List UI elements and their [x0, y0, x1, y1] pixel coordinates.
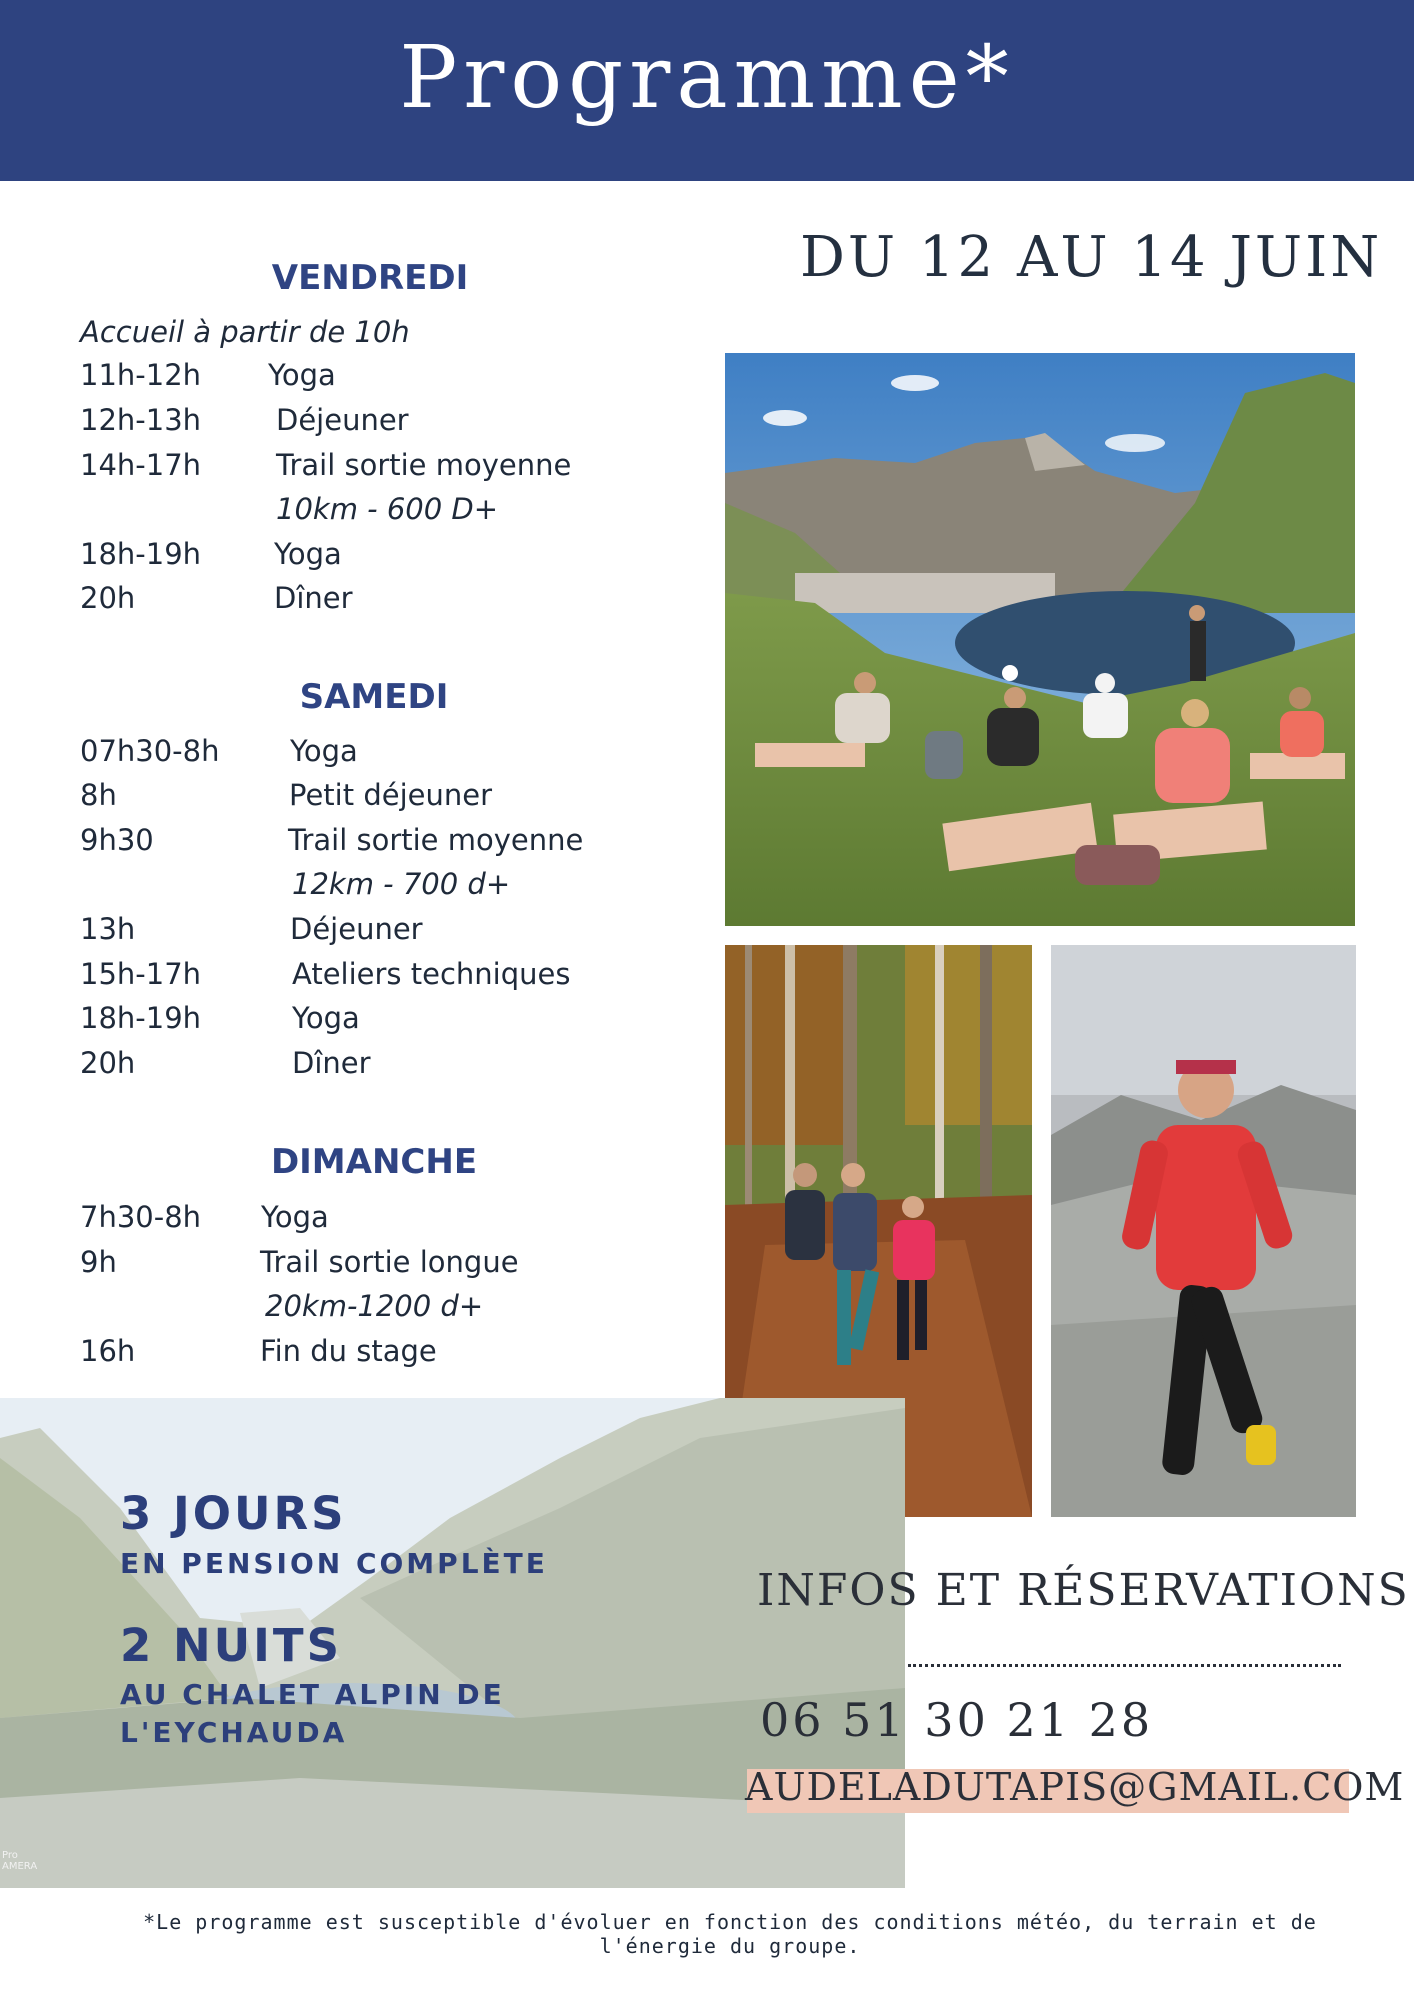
day-title-dimanche: DIMANCHE — [270, 1142, 478, 1182]
watermark-line: AMERA — [2, 1861, 38, 1872]
nights-count: 2 NUITS — [120, 1619, 343, 1672]
schedule-activity: Petit déjeuner — [289, 778, 492, 812]
schedule-time: 7h30-8h — [80, 1200, 202, 1234]
email-address[interactable]: AUDELADUTAPIS@GMAIL.COM — [745, 1765, 1405, 1809]
schedule-time: 16h — [80, 1334, 136, 1368]
schedule-activity: Yoga — [290, 734, 358, 768]
schedule-activity: Yoga — [292, 1001, 360, 1035]
event-dates: DU 12 AU 14 JUIN — [800, 225, 1383, 290]
runner-rock-photo — [1051, 945, 1356, 1517]
schedule-time: 9h — [80, 1245, 117, 1279]
camera-watermark — [2, 1850, 37, 1872]
footnote: *Le programme est susceptible d'évoluer en fonction des conditions météo, du terrain et de l'énergie du groupe. — [143, 1910, 1317, 1958]
yoga-lake-illustration — [725, 353, 1355, 926]
days-detail: EN PENSION COMPLÈTE — [120, 1547, 548, 1580]
day-title-samedi: SAMEDI — [299, 677, 449, 717]
schedule-activity: Trail sortie moyenne — [276, 448, 572, 482]
schedule-activity: Ateliers techniques — [292, 957, 571, 991]
schedule-activity: Yoga — [274, 537, 342, 571]
schedule-activity: Yoga — [261, 1200, 329, 1234]
schedule-activity: Dîner — [292, 1046, 371, 1080]
nights-detail-line-1: AU CHALET ALPIN DE — [120, 1678, 505, 1711]
schedule-detail: 10km - 600 D+ — [276, 492, 499, 526]
watermark-line: Pro — [2, 1850, 18, 1861]
schedule-time: 9h30 — [80, 823, 154, 857]
contact-title: INFOS ET RÉSERVATIONS — [757, 1565, 1410, 1616]
schedule-activity: Trail sortie longue — [260, 1245, 519, 1279]
schedule-activity: Trail sortie moyenne — [288, 823, 584, 857]
schedule-activity: Déjeuner — [290, 912, 423, 946]
schedule-detail: 20km-1200 d+ — [265, 1289, 484, 1323]
schedule-time: 07h30-8h — [80, 734, 220, 768]
header-banner — [0, 0, 1414, 181]
schedule-activity: Déjeuner — [276, 403, 409, 437]
schedule-time: 12h-13h — [80, 403, 202, 437]
phone-number[interactable]: 06 51 30 21 28 — [760, 1693, 1154, 1747]
schedule-time: 8h — [80, 778, 117, 812]
schedule-activity: Fin du stage — [260, 1334, 437, 1368]
day-title-vendredi: VENDREDI — [271, 258, 469, 298]
schedule-activity: Dîner — [274, 581, 353, 615]
schedule-time: 18h-19h — [80, 1001, 202, 1035]
schedule-time: 18h-19h — [80, 537, 202, 571]
schedule-detail: 12km - 700 d+ — [292, 867, 511, 901]
page-title: Programme* — [399, 28, 1015, 128]
schedule-activity: Yoga — [268, 358, 336, 392]
schedule-time: 11h-12h — [80, 358, 202, 392]
schedule-time: 15h-17h — [80, 957, 202, 991]
schedule-time: 20h — [80, 1046, 136, 1080]
nights-detail-line-2: L'EYCHAUDA — [120, 1716, 348, 1749]
runner-rock-illustration — [1051, 945, 1356, 1517]
yoga-lake-photo — [725, 353, 1355, 926]
schedule-time: 13h — [80, 912, 136, 946]
dotted-divider — [908, 1664, 1341, 1667]
days-count: 3 JOURS — [120, 1487, 347, 1540]
schedule-time: 20h — [80, 581, 136, 615]
schedule-time: 14h-17h — [80, 448, 202, 482]
welcome-note: Accueil à partir de 10h — [80, 315, 410, 349]
